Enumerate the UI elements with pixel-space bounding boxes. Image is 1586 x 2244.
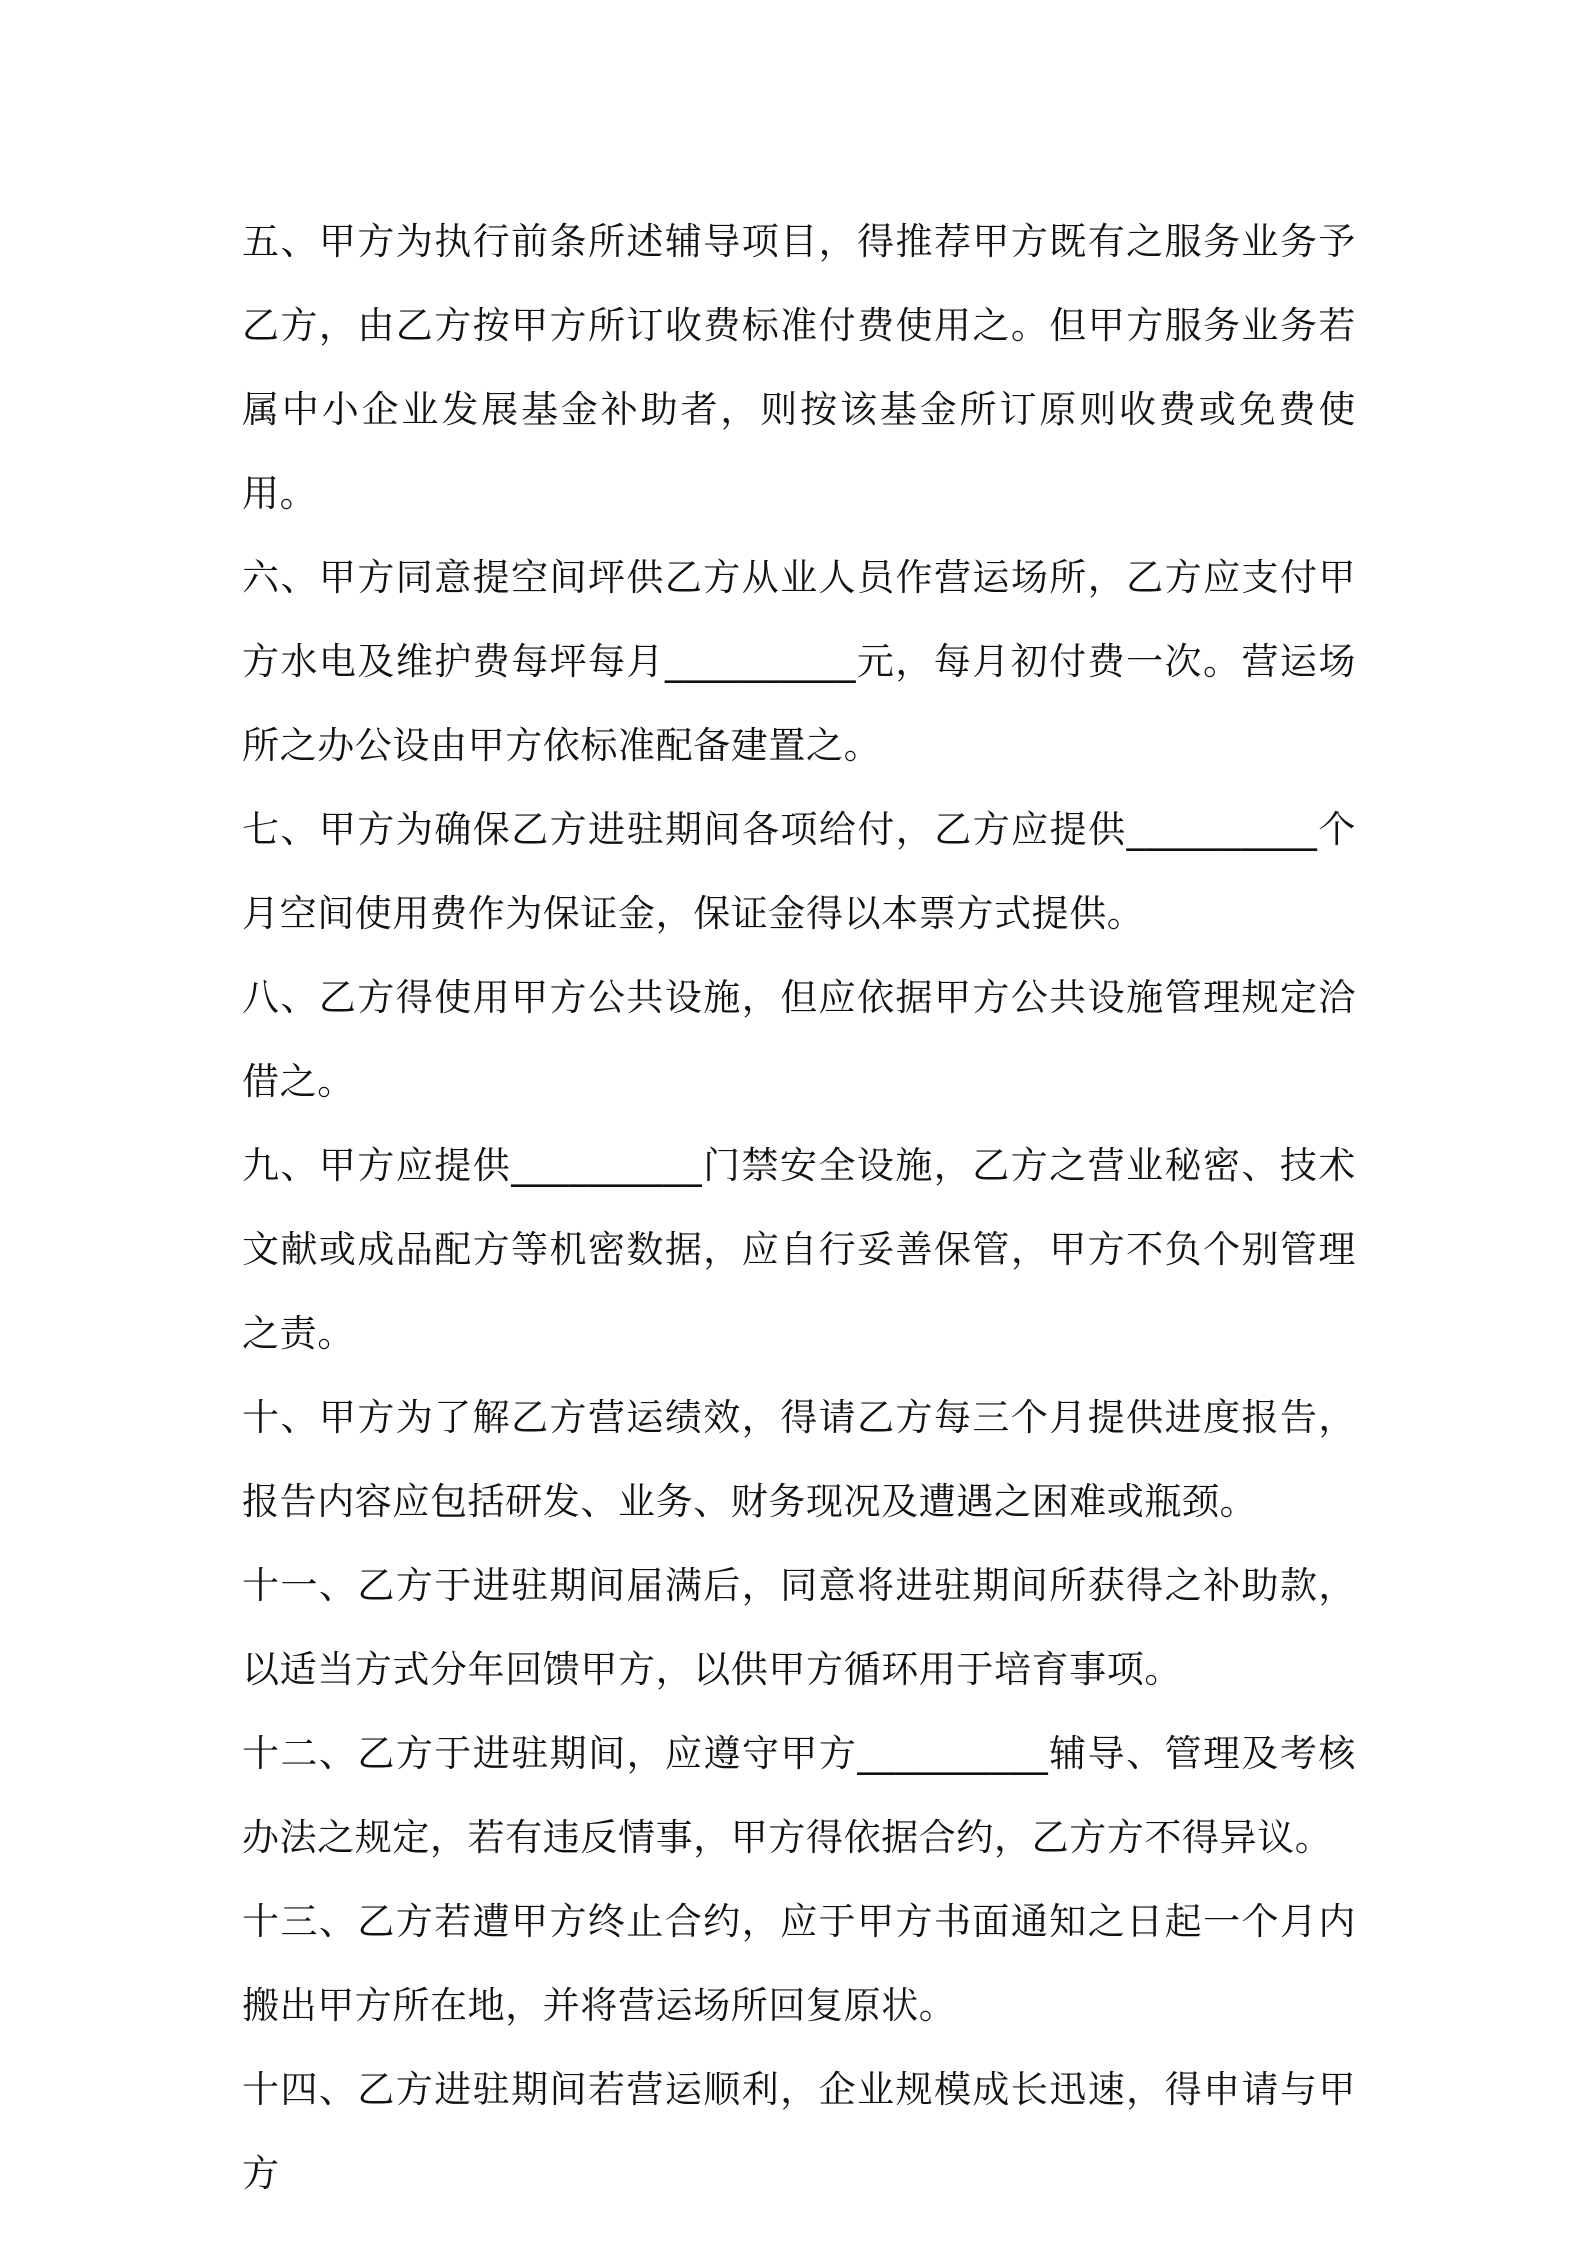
clause-14: 十四、乙方进驻期间若营运顺利，企业规模成长迅速，得申请与甲方	[242, 2068, 1356, 2195]
clause-6: 六、甲方同意提空间坪供乙方从业人员作营运场所，乙方应支付甲方水电及维护费每坪每月__________元，每月初付费一次。营运场所之办公设由甲方依标准配备建置之。	[242, 556, 1356, 767]
clause-9: 九、甲方应提供__________门禁安全设施，乙方之营业秘密、技术文献或成品配方等机密数据，应自行妥善保管，甲方不负个别管理之责。	[242, 1144, 1356, 1355]
clause-7: 七、甲方为确保乙方进驻期间各项给付，乙方应提供__________个月空间使用费作为保证金，保证金得以本票方式提供。	[242, 808, 1356, 935]
clause-5: 五、甲方为执行前条所述辅导项目，得推荐甲方既有之服务业务予乙方，由乙方按甲方所订收费标准付费使用之。但甲方服务业务若属中小企业发展基金补助者，则按该基金所订原则收费或免费使用。	[242, 220, 1356, 515]
clause-11: 十一、乙方于进驻期间届满后，同意将进驻期间所获得之补助款，以适当方式分年回馈甲方，以供甲方循环用于培育事项。	[242, 1564, 1356, 1691]
clause-8: 八、乙方得使用甲方公共设施，但应依据甲方公共设施管理规定洽借之。	[242, 976, 1356, 1103]
clause-12: 十二、乙方于进驻期间，应遵守甲方__________辅导、管理及考核办法之规定，若有违反情事，甲方得依据合约，乙方方不得异议。	[242, 1732, 1356, 1859]
clause-10: 十、甲方为了解乙方营运绩效，得请乙方每三个月提供进度报告，报告内容应包括研发、业务、财务现况及遭遇之困难或瓶颈。	[242, 1396, 1356, 1523]
clause-13: 十三、乙方若遭甲方终止合约，应于甲方书面通知之日起一个月内搬出甲方所在地，并将营运场所回复原状。	[242, 1900, 1356, 2027]
document-page	[242, 200, 1356, 2216]
